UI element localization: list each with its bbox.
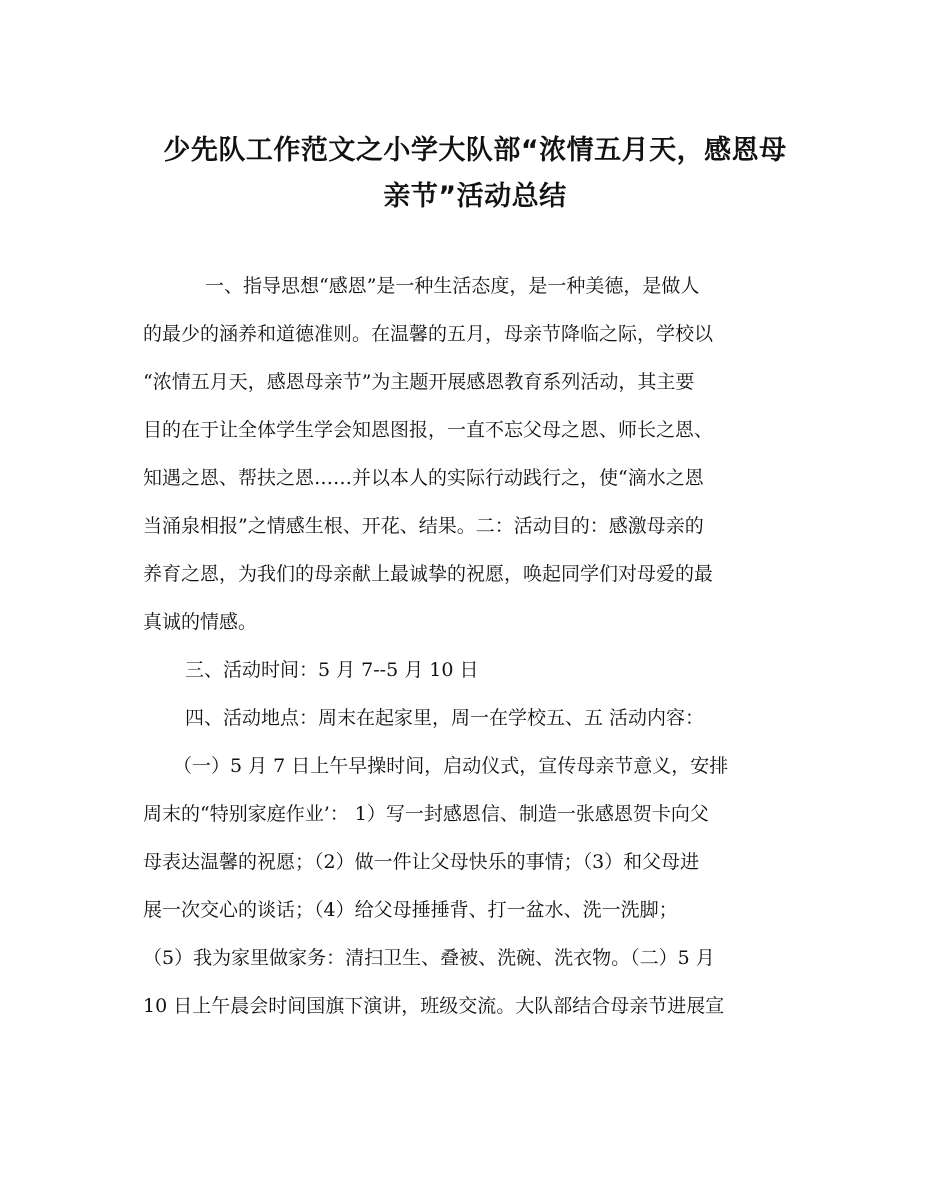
paragraph-line: 母表达温馨的祝愿；（2）做一件让父母快乐的事情；（3）和父母进 <box>143 851 700 873</box>
document-title <box>120 128 830 220</box>
paragraph-line: 知遇之恩、帮扶之恩……并以本人的实际行动践行之，使“滴水之恩 <box>143 467 704 489</box>
paragraph-line: 目的在于让全体学生学会知恩图报，一直不忘父母之恩、师长之恩、 <box>143 419 714 441</box>
paragraph-line: 养育之恩，为我们的母亲献上最诚挚的祝愿，唤起同学们对母爱的最 <box>143 563 714 585</box>
document-body <box>143 262 808 1030</box>
paragraph-line: （5）我为家里做家务：清扫卫生、叠被、洗碗、洗衣物。（二）5 月 <box>143 947 715 969</box>
paragraph-line: 展一次交心的谈话；（4）给父母捶捶背、打一盆水、洗一洗脚； <box>143 899 678 921</box>
paragraph-line: “浓情五月天，感恩母亲节”为主题开展感恩教育系列活动，其主要 <box>143 371 695 393</box>
paragraph-line: 当涌泉相报”之情感生根、开花、结果。二：活动目的：感激母亲的 <box>143 515 704 537</box>
paragraph-line: 10 日上午晨会时间国旗下演讲，班级交流。大队部结合母亲节进展宣 <box>143 995 725 1017</box>
title-line-1: 少先队工作范文之小学大队部“浓情五月天，感恩母 <box>163 135 787 166</box>
paragraph-line: 四、活动地点：周末在起家里，周一在学校五、五 活动内容： <box>185 707 705 729</box>
paragraph-line: 真诚的情感。 <box>143 611 258 633</box>
paragraph-line: 的最少的涵养和道德准则。在温馨的五月，母亲节降临之际，学校以 <box>143 323 714 345</box>
paragraph-line: 一、指导思想“感恩”是一种生活态度，是一种美德，是做人 <box>205 275 700 297</box>
paragraph-line: 三、活动时间：5 月 7--5 月 10 日 <box>185 659 479 681</box>
title-line-2: 亲节”活动总结 <box>383 181 567 212</box>
paragraph-line: （一）5 月 7 日上午早操时间，启动仪式，宣传母亲节意义，安排 <box>173 755 729 777</box>
paragraph-line: 周末的“特别家庭作业’： 1）写一封感恩信、制造一张感恩贺卡向父 <box>143 803 709 825</box>
